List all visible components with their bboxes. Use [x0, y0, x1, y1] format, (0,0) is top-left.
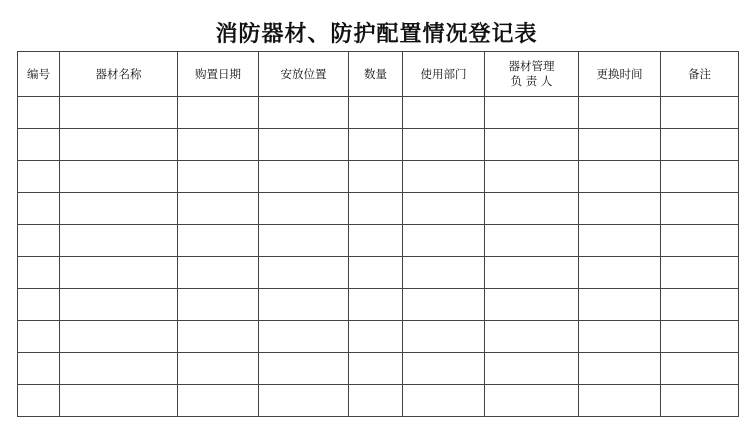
table-cell[interactable] [259, 161, 349, 193]
table-cell[interactable] [178, 289, 259, 321]
table-cell[interactable] [403, 385, 485, 417]
table-cell[interactable] [485, 225, 579, 257]
column-header-manager: 器材管理 负 责 人 [485, 52, 579, 97]
table-row [18, 321, 739, 353]
table-cell[interactable] [661, 321, 739, 353]
table-cell[interactable] [178, 193, 259, 225]
table-cell[interactable] [485, 193, 579, 225]
table-cell[interactable] [178, 129, 259, 161]
table-cell[interactable] [403, 193, 485, 225]
table-cell[interactable] [178, 161, 259, 193]
table-cell[interactable] [18, 225, 60, 257]
table-cell[interactable] [485, 97, 579, 129]
table-cell[interactable] [178, 385, 259, 417]
table-cell[interactable] [485, 289, 579, 321]
table-row [18, 225, 739, 257]
table-cell[interactable] [18, 97, 60, 129]
table-cell[interactable] [178, 225, 259, 257]
table-cell[interactable] [178, 257, 259, 289]
column-header-department: 使用部门 [403, 52, 485, 97]
table-cell[interactable] [403, 129, 485, 161]
table-cell[interactable] [579, 161, 661, 193]
table-cell[interactable] [403, 321, 485, 353]
table-cell[interactable] [485, 161, 579, 193]
table-cell[interactable] [259, 385, 349, 417]
table-cell[interactable] [661, 161, 739, 193]
table-cell[interactable] [349, 289, 403, 321]
table-cell[interactable] [178, 321, 259, 353]
table-cell[interactable] [349, 257, 403, 289]
table-cell[interactable] [60, 257, 178, 289]
column-header-number: 编号 [18, 52, 60, 97]
table-cell[interactable] [18, 257, 60, 289]
table-cell[interactable] [579, 289, 661, 321]
table-cell[interactable] [178, 353, 259, 385]
table-cell[interactable] [485, 129, 579, 161]
table-row [18, 385, 739, 417]
column-header-replacement-time: 更换时间 [579, 52, 661, 97]
table-cell[interactable] [178, 97, 259, 129]
table-cell[interactable] [349, 353, 403, 385]
table-cell[interactable] [60, 289, 178, 321]
table-cell[interactable] [485, 321, 579, 353]
table-cell[interactable] [18, 193, 60, 225]
table-cell[interactable] [18, 321, 60, 353]
table-cell[interactable] [60, 129, 178, 161]
table-cell[interactable] [259, 289, 349, 321]
table-cell[interactable] [661, 289, 739, 321]
column-header-remarks: 备注 [661, 52, 739, 97]
table-cell[interactable] [60, 225, 178, 257]
table-cell[interactable] [579, 385, 661, 417]
table-cell[interactable] [403, 353, 485, 385]
table-row [18, 257, 739, 289]
table-cell[interactable] [485, 353, 579, 385]
table-cell[interactable] [259, 257, 349, 289]
table-cell[interactable] [60, 321, 178, 353]
table-cell[interactable] [259, 193, 349, 225]
table-cell[interactable] [349, 97, 403, 129]
table-cell[interactable] [485, 385, 579, 417]
table-cell[interactable] [60, 193, 178, 225]
table-cell[interactable] [579, 97, 661, 129]
registration-table [17, 51, 739, 417]
table-cell[interactable] [259, 225, 349, 257]
table-cell[interactable] [661, 353, 739, 385]
table-cell[interactable] [259, 321, 349, 353]
table-cell[interactable] [579, 193, 661, 225]
table-row [18, 161, 739, 193]
table-row [18, 353, 739, 385]
column-header-equipment-name: 器材名称 [60, 52, 178, 97]
table-cell[interactable] [259, 129, 349, 161]
table-cell[interactable] [579, 225, 661, 257]
table-cell[interactable] [485, 257, 579, 289]
table-cell[interactable] [661, 129, 739, 161]
header-row [18, 52, 739, 97]
table-cell[interactable] [403, 257, 485, 289]
table-cell[interactable] [349, 225, 403, 257]
table-cell[interactable] [579, 353, 661, 385]
table-cell[interactable] [349, 385, 403, 417]
table-cell[interactable] [349, 129, 403, 161]
table-cell[interactable] [60, 161, 178, 193]
column-header-location: 安放位置 [259, 52, 349, 97]
form-title: 消防器材、防护配置情况登记表 [215, 22, 538, 47]
table-cell[interactable] [18, 385, 60, 417]
table-cell[interactable] [18, 161, 60, 193]
table-cell[interactable] [579, 321, 661, 353]
table-cell[interactable] [403, 97, 485, 129]
table-cell[interactable] [403, 161, 485, 193]
table-cell[interactable] [259, 97, 349, 129]
column-header-purchase-date: 购置日期 [178, 52, 259, 97]
table-body [18, 97, 739, 417]
table-cell[interactable] [661, 97, 739, 129]
table-cell[interactable] [18, 353, 60, 385]
table-cell[interactable] [579, 257, 661, 289]
table-row [18, 289, 739, 321]
table-cell[interactable] [661, 225, 739, 257]
table-cell[interactable] [60, 353, 178, 385]
table-cell[interactable] [403, 225, 485, 257]
table-row [18, 129, 739, 161]
table-cell[interactable] [349, 193, 403, 225]
column-header-quantity: 数量 [349, 52, 403, 97]
table-row [18, 193, 739, 225]
table-cell[interactable] [349, 321, 403, 353]
table-cell[interactable] [661, 385, 739, 417]
table-cell[interactable] [661, 257, 739, 289]
table-cell[interactable] [259, 353, 349, 385]
table-cell[interactable] [18, 289, 60, 321]
table-cell[interactable] [18, 129, 60, 161]
table-cell[interactable] [349, 161, 403, 193]
table-cell[interactable] [661, 193, 739, 225]
table-row [18, 97, 739, 129]
table-cell[interactable] [60, 97, 178, 129]
table-cell[interactable] [403, 289, 485, 321]
table-cell[interactable] [579, 129, 661, 161]
table-cell[interactable] [60, 385, 178, 417]
